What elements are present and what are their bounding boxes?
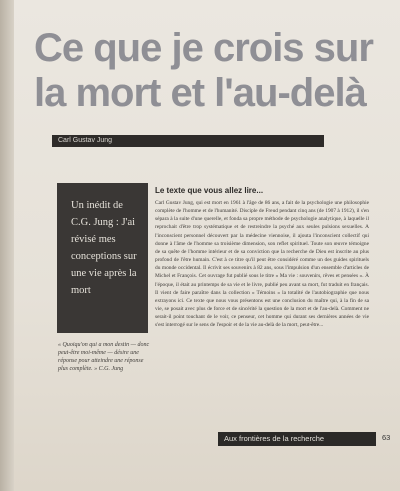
title-line-1: Ce que je crois sur <box>34 26 373 70</box>
sidebar-callout-text: Un inédit de C.G. Jung : J'ai révisé mes conceptions sur une vie après la mort <box>71 200 137 296</box>
article-title <box>34 26 379 116</box>
intro-heading: Le texte que vous allez lire... <box>155 186 264 195</box>
pull-quote: « Quoiqu'on qui a mon destin — donc peut-être moi-même — désire une réponse pour atteindre une réponse plus complète. » C.G. Jung <box>58 342 150 372</box>
section-label: Aux frontières de la recherche <box>224 434 325 443</box>
page-number: 63 <box>382 433 391 442</box>
author-name: Carl Gustav Jung <box>58 137 113 144</box>
title-line-2: la mort et l'au-delà <box>34 71 366 115</box>
page-edge-shadow <box>0 0 14 491</box>
sidebar-callout <box>57 183 148 333</box>
author-bar <box>52 135 324 147</box>
section-footer-bar <box>218 432 376 446</box>
article-body: Carl Gustav Jung, qui est mort en 1961 à l'âge de 86 ans, a fait de la psychologie une philosophie complète de l'homme et de l'humanité. Disciple de Freud pendant cinq ans (de 1907 à 1912), il s'en sépara à la suite d'une querelle, et fonda sa propre méthode de psychologie analytique, à laquelle il reprochait d'être trop systématique et de restreindre la psyché aux seules pulsions sexuelles. A l'inconscient personnel découvert par la médecine viennoise, il ajouta l'inconscient collectif qui donne à l'âme de l'homme sa troisième dimension, son reflet spirituel. Toute son œuvre témoigne de sa quête de l'homme intérieur et de sa conviction que la recherche de Dieu est inscrite au plus profond de l'être humain. C'est à ce titre qu'il peut être considéré comme un des guides spirituels du monde occidental. Il écrivit ses souvenirs à 82 ans, sous l'impulsion d'un ensemble d'articles de Michel et François. Cet ouvrage fut publié sous le titre « Ma vie : souvenirs, rêves et pensées ». À l'époque, il était au printemps de sa vie et le livre, publié peu avant sa mort, fut traduit en français. Il vient de faire paraître dans la collection « Témoins » la totalité de l'autobiographie que nous extrayons ici. Ce texte que nous vous présentons est une conclusion du maître qui, à la fin de sa vie, se posait avec plus de force et de sincérité la question de la mort et de l'au-delà. Comment ne serait-il point touchant de le voir, ce penseur, cet homme qui durant ses dernières années de vie s'est interrogé sur le sens de l'espoir et de la vie au-delà de la mort, peut-être... <box>155 200 369 329</box>
